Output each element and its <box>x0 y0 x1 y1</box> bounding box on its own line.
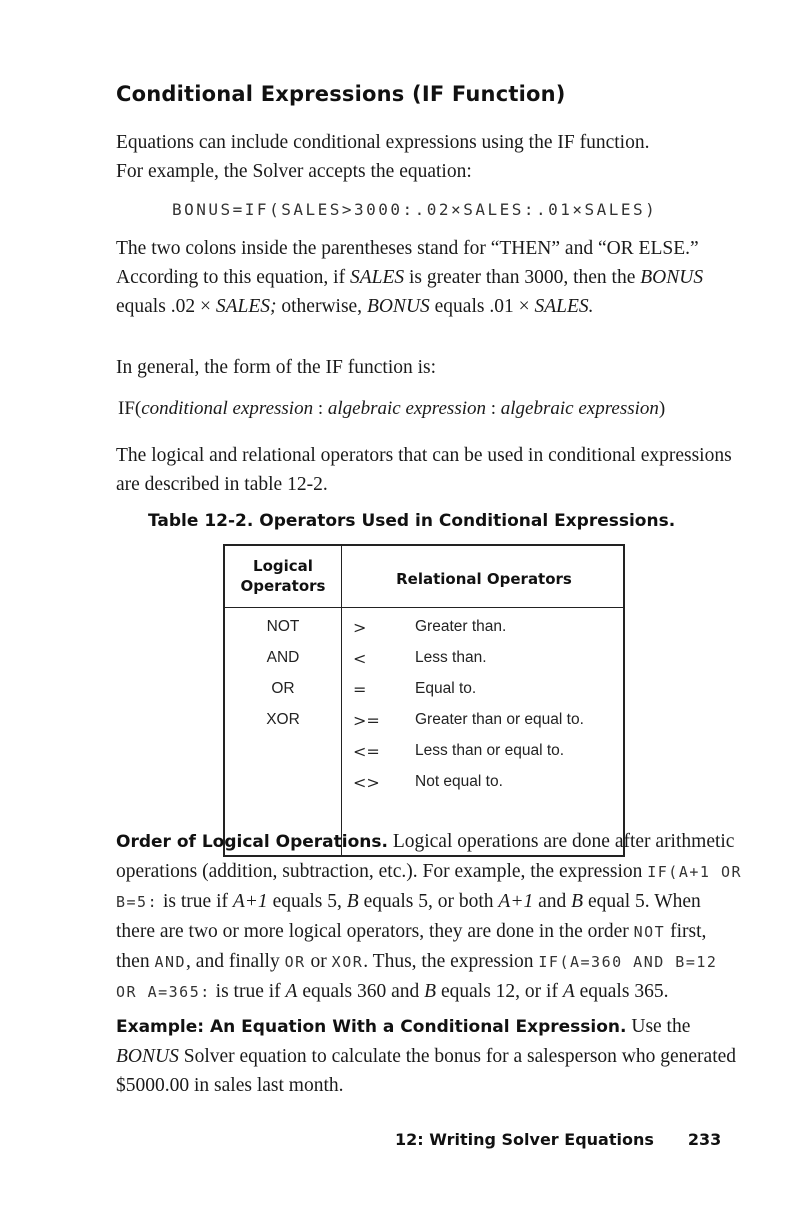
order-of-operations-paragraph <box>116 827 742 1007</box>
order-code-and: AND <box>154 953 187 971</box>
table-reference-paragraph: The logical and relational operators that can be used in conditional expressions are described in table 12-2. <box>116 445 732 495</box>
example-paragraph <box>116 1012 742 1100</box>
section-heading: Conditional Expressions (IF Function) <box>116 82 566 106</box>
form-prefix: IF( <box>118 398 142 419</box>
order-text-13: equals 12, or if <box>436 981 563 1002</box>
expl-text-5: equals .01 × <box>429 296 535 317</box>
order-code-1: IF(A+1 OR B=5: <box>116 863 743 911</box>
relational-description: Not equal to. <box>415 773 503 790</box>
form-separator-2: : <box>486 398 501 419</box>
form-suffix: ) <box>658 398 666 419</box>
example-title: Example: An Equation With a Conditional Expression. <box>116 1017 627 1037</box>
order-code-not: NOT <box>633 923 666 941</box>
relational-symbol: > <box>353 618 367 637</box>
order-text-10: . Thus, the expression <box>363 951 539 972</box>
intro-line-2: For example, the Solver accepts the equation: <box>116 161 472 182</box>
expl-text-3: equals .02 × <box>116 296 216 317</box>
expl-var-sales-3: SALES. <box>534 296 594 317</box>
order-code-2: IF(A=360 AND B=12 OR A=365: <box>116 953 718 1001</box>
form-algebraic-expression-2: algebraic expression <box>500 398 659 419</box>
logical-op-xor: XOR <box>266 711 300 728</box>
order-text-3: equals 5, <box>267 891 347 912</box>
relational-symbol: >= <box>353 711 380 730</box>
order-var-b2: B <box>571 891 584 912</box>
relational-symbol: <> <box>353 773 380 792</box>
order-var-a2: A+1 <box>498 891 534 912</box>
expl-text-4: otherwise, <box>276 296 367 317</box>
order-text-12: equals 360 and <box>297 981 425 1002</box>
general-form-intro: In general, the form of the IF function is: <box>116 357 437 378</box>
order-var-b1: B <box>346 891 359 912</box>
example-text-2: Solver equation to calculate the bonus for a salesperson who generated $5000.00 in sales last month. <box>116 1046 737 1096</box>
order-var-a1: A+1 <box>232 891 268 912</box>
relational-symbol: = <box>353 680 367 699</box>
order-code-or: OR <box>284 953 306 971</box>
page-number: 233 <box>687 1130 722 1149</box>
expl-var-sales: SALES <box>349 267 405 288</box>
relational-symbol: < <box>353 649 367 668</box>
expl-text-1: The two colons inside the parentheses stand for “THEN” and “OR ELSE.” According to this equation, if <box>116 238 699 288</box>
logical-op-and: AND <box>266 649 300 666</box>
expl-var-sales-2: SALES; <box>215 296 277 317</box>
intro-line-1: Equations can include conditional expressions using the IF function. <box>116 132 650 153</box>
expl-var-bonus: BONUS <box>640 267 704 288</box>
table-caption: Table 12-2. Operators Used in Conditional Expressions. <box>148 511 676 531</box>
order-code-xor: XOR <box>331 953 364 971</box>
order-title: Order of Logical Operations. <box>116 832 388 852</box>
relational-symbol: <= <box>353 742 380 761</box>
order-text-2: is true if <box>158 891 233 912</box>
logical-op-or: OR <box>271 680 295 697</box>
expl-var-bonus-2: BONUS <box>366 296 430 317</box>
order-text-7: first, then <box>116 921 707 972</box>
form-separator-1: : <box>313 398 328 419</box>
order-var-a4: A <box>562 981 575 1002</box>
order-text-1: Logical operations are done after arithmetic operations (addition, subtraction, etc.). For example, the expression <box>116 831 735 882</box>
relational-description: Greater than or equal to. <box>415 711 584 728</box>
order-text-14: equals 365. <box>574 981 669 1002</box>
order-text-9: or <box>305 951 332 972</box>
header-logical-line-1: Logical <box>253 557 313 575</box>
explanation-paragraph <box>116 234 738 321</box>
order-text-8: , and finally <box>186 951 285 972</box>
form-conditional-expression: conditional expression <box>141 398 314 419</box>
table-header-divider <box>225 607 623 608</box>
footer-chapter: 12: Writing Solver Equations <box>395 1130 654 1149</box>
header-logical-line-2: Operators <box>240 577 326 595</box>
order-text-11: is true if <box>210 981 286 1002</box>
order-var-b3: B <box>424 981 437 1002</box>
order-var-a3: A <box>285 981 298 1002</box>
header-logical-operators <box>225 556 341 596</box>
logical-op-not: NOT <box>266 618 300 635</box>
header-relational-operators: Relational Operators <box>396 570 572 588</box>
relational-description: Less than or equal to. <box>415 742 565 759</box>
form-algebraic-expression-1: algebraic expression <box>327 398 486 419</box>
order-text-4: equals 5, or both <box>358 891 499 912</box>
order-text-5: and <box>533 891 572 912</box>
example-var-bonus: BONUS <box>116 1046 179 1067</box>
expl-text-2: is greater than 3000, then the <box>404 267 641 288</box>
relational-description: Equal to. <box>415 680 477 697</box>
order-text-6: equal 5. When there are two or more logical operators, they are done in the order <box>116 891 701 942</box>
relational-description: Greater than. <box>415 618 507 635</box>
relational-description: Less than. <box>415 649 487 666</box>
operators-table <box>223 544 625 857</box>
if-function-form <box>118 398 665 420</box>
example-text-1: Use the <box>626 1016 691 1037</box>
page-footer <box>395 1130 721 1149</box>
table-column-divider <box>341 546 342 855</box>
intro-paragraph <box>116 128 742 186</box>
example-equation: BONUS=IF(SALES>3000:.02×SALES:.01×SALES) <box>172 200 658 219</box>
